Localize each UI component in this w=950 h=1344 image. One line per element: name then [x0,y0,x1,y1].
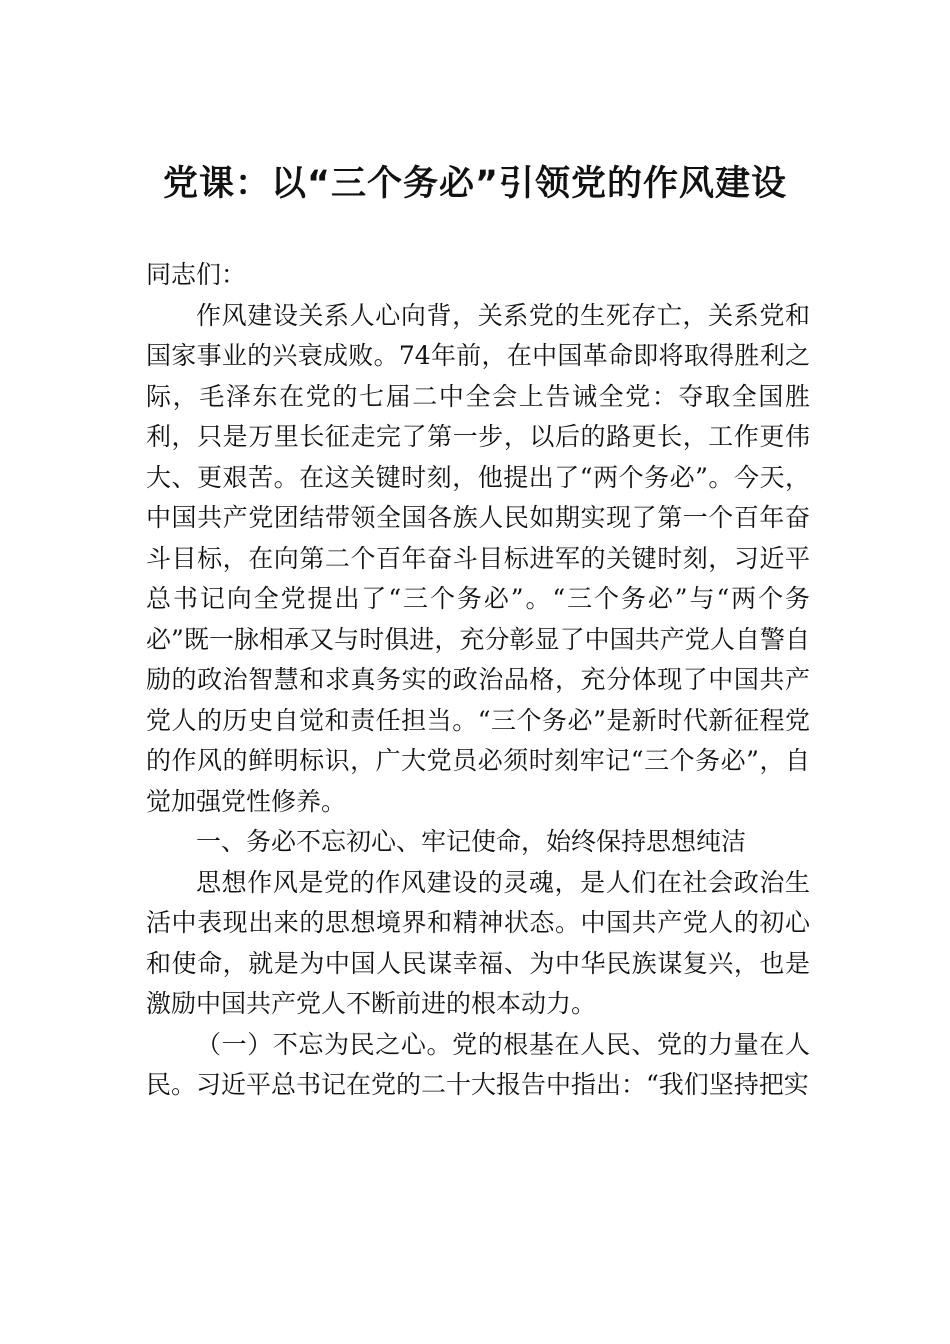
salutation: 同志们： [146,260,247,289]
paragraph-intro: 作风建设关系人心向背，关系党的生死存亡，关系党和国家事业的兴衰成败。74年前，在中国革命即将取得胜利之际，毛泽东在党的七届二中全会上告诫全党：夺取全国胜利，只是万里长征走完了第一步，以后的路更长，工作更伟大、更艰苦。在这关键时刻，他提出了“两个务必”。今天，中国共产党团结带领全国各族人民如期实现了第一个百年奋斗目标，在向第二个百年奋斗目标进军的关键时刻，习近平总书记向全党提出了“三个务必”。“三个务必”与“两个务必”既一脉相承又与时俱进，充分彰显了中国共产党人自警自励的政治智慧和求真务实的政治品格，充分体现了中国共产党人的历史自觉和责任担当。“三个务必”是新时代新征程党的作风的鲜明标识，广大党员必须时刻牢记“三个务必”，自觉加强党性修养。 [146,300,810,816]
paragraph-section-1: 思想作风是党的作风建设的灵魂，是人们在社会政治生活中表现出来的思想境界和精神状态。中国共产党人的初心和使命，就是为中国人民谋幸福、为中华民族谋复兴，也是激励中国共产党人不断前进的根本动力。 [146,867,810,1018]
paragraph-subsection-1: （一）不忘为民之心。党的根基在人民、党的力量在人民。习近平总书记在党的二十大报告中指出：“我们坚持把实 [146,1029,810,1099]
section-heading-1: 一、务必不忘初心、牢记使命，始终保持思想纯洁 [196,827,747,856]
document-title: 党课：以“三个务必”引领党的作风建设 [162,164,787,204]
document-body [146,255,810,1106]
